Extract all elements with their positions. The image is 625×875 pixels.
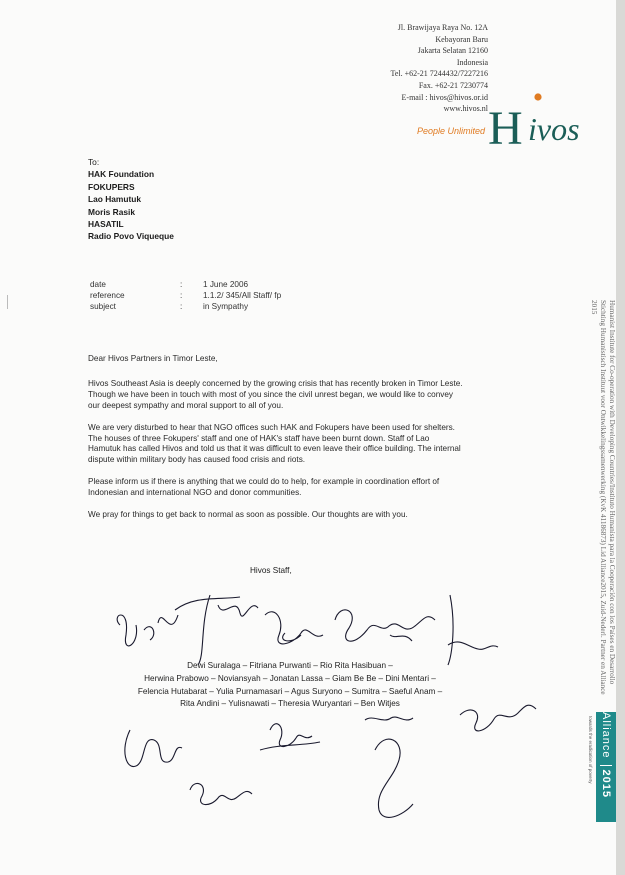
logo-letters: ivos <box>528 111 580 147</box>
address-line: Jl. Brawijaya Raya No. 12A <box>397 23 488 32</box>
paragraph: Please inform us if there is anything that we could do to help, for example in coordination effort of Indonesian and international NGO and donor communities. <box>88 477 440 498</box>
letter-body <box>88 354 463 532</box>
alliance-subtitle: towards the eradication of poverty <box>588 716 593 784</box>
paragraph: We pray for things to get back to normal as soon as possible. Our thoughts are with you. <box>88 510 408 520</box>
address-line: Kebayoran Baru <box>435 34 488 44</box>
logo-letter-h: H <box>488 102 523 154</box>
side-legal-text <box>586 300 625 710</box>
address-line: Jakarta Selatan 12160 <box>417 46 488 56</box>
meta-label: date <box>90 280 106 289</box>
staff-line: Dewi Suralaga – Fitriana Purwanti – Rio Rita Hasibuan – <box>187 661 393 670</box>
signoff: Hivos Staff, <box>250 566 292 575</box>
signature <box>365 717 413 817</box>
address-line: Indonesia <box>456 57 488 67</box>
salutation: Dear Hivos Partners in Timor Leste, <box>88 354 218 363</box>
signature <box>125 730 182 767</box>
recipients-block <box>88 156 174 243</box>
meta-colon: : <box>180 301 183 311</box>
recipient-name: Lao Hamutuk <box>88 194 142 205</box>
meta-row-subject <box>90 302 281 313</box>
meta-value: 1.1.2/ 345/All Staff/ fp <box>203 290 282 300</box>
signature <box>117 615 178 646</box>
meta-value: in Sympathy <box>203 301 249 311</box>
recipient-name: HASATIL <box>88 219 124 230</box>
meta-value: 1 June 2006 <box>203 280 249 289</box>
meta-label: subject <box>90 301 116 311</box>
staff-line: Herwina Prabowo – Noviansyah – Jonatan Lassa – Giam Be Be – Dini Mentari – <box>144 673 436 683</box>
signature <box>190 783 252 804</box>
paragraph: Hivos Southeast Asia is deeply concerned by the growing crisis that has recently broken in Timor Leste. Though we have been in touch with most of you since the civil unrest began, we would like to convey our deepest sympathy and moral support to all of you. <box>88 378 463 410</box>
meta-row-reference <box>90 291 281 302</box>
meta-row-date <box>90 280 281 291</box>
alliance-subtitle-strip <box>586 716 596 826</box>
to-label: To: <box>88 157 100 167</box>
letter-meta <box>90 280 281 312</box>
address-line: www.hivos.nl <box>443 104 488 114</box>
meta-colon: : <box>180 290 183 300</box>
tagline: People Unlimited <box>416 126 485 136</box>
signature <box>175 595 258 665</box>
recipient-name: FOKUPERS <box>88 181 135 192</box>
scan-mark <box>7 295 8 309</box>
signature <box>460 705 536 731</box>
paragraph: We are very disturbed to hear that NGO offices such HAK and Fokupers have been used for shelters. The houses of three Fokupers' staff and one of HAK's staff have been burnt down. Staff of Lao Hamutuk has called Hivos and told us that it was difficult to even leave their office building. The internal dispute within military body has caused food crisis and riots. <box>88 422 461 465</box>
address-line: Tel. +62-21 7244432/7227216 <box>390 69 488 79</box>
signature <box>448 595 498 665</box>
hivos-logo <box>486 92 601 154</box>
address-line: E-mail : hivos@hivos.or.id <box>401 92 488 102</box>
meta-colon: : <box>180 280 183 289</box>
recipient-name: Radio Povo Viqueque <box>88 231 174 242</box>
alliance-badge <box>596 712 616 822</box>
legal-text: Humanist Institute for Co-operation with Developing Countries/Instituto Humanista para la Cooperación con los Países en Desarrollo Stichting Humanistisch Instituut voor Ontwikkelingssamenwerking (KvK 41186873) Lid Alliance2015, Zuid-Nederl. Partner en Alliance 2015 <box>590 300 616 695</box>
alliance-text <box>596 712 616 822</box>
signature <box>260 724 320 750</box>
meta-label: reference <box>90 290 125 300</box>
address-line: Fax. +62-21 7230774 <box>418 80 488 90</box>
signature <box>265 612 323 644</box>
signatures-lower <box>100 690 570 850</box>
signature <box>335 610 435 641</box>
recipient-name: Moris Rasik <box>88 206 136 217</box>
staff-line: Felencia Hutabarat – Yulia Purnamasari – Agus Suryono – Sumitra – Saeful Anam – <box>137 686 443 696</box>
alliance-year: 2015 <box>600 765 612 798</box>
recipient-name: HAK Foundation <box>88 169 155 180</box>
address-block <box>330 22 488 115</box>
alliance-label: Alliance <box>600 712 612 759</box>
logo-dot <box>534 93 541 100</box>
staff-line: Rita Andini – Yulisnawati – Theresia Wuryantari – Ben Witjes <box>180 699 400 709</box>
